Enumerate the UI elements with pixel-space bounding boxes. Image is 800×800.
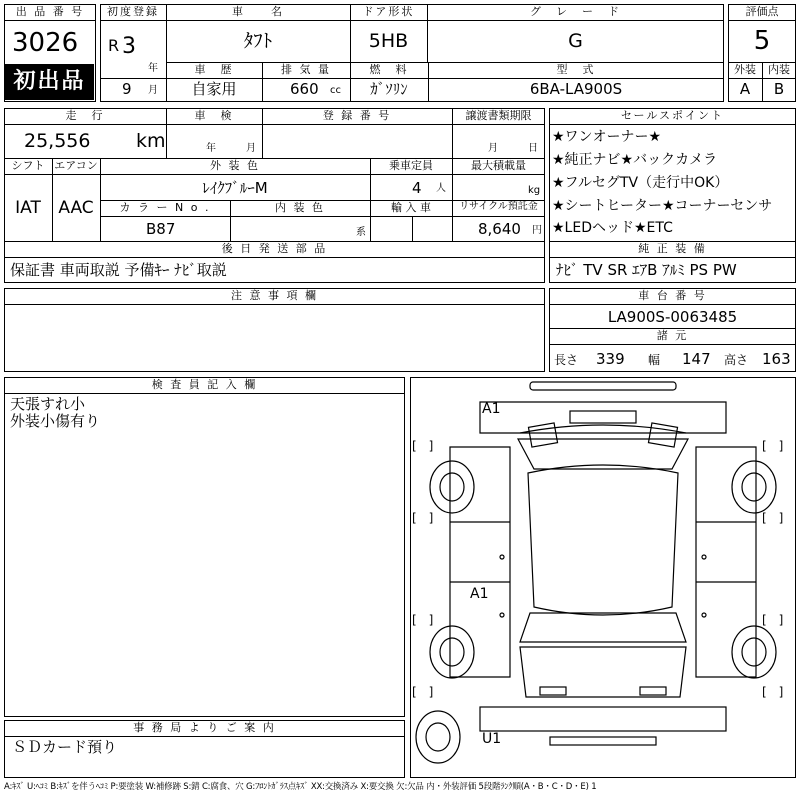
lot-number-label: 出 品 番 号 <box>15 5 85 18</box>
recycle-fee: 8,640 <box>478 220 521 238</box>
inspection-label: 車 検 <box>194 109 234 122</box>
score: 5 <box>753 26 771 56</box>
grade: G <box>568 30 583 52</box>
damage-mark-a1-side: A1 <box>470 586 489 602</box>
selling-point-1: ★ワンオーナー★ <box>552 129 662 145</box>
ac: AAC <box>58 198 94 218</box>
import-label: 輸 入 車 <box>391 201 431 214</box>
selling-point-3: ★フルセグTV（走行中OK） <box>552 175 729 191</box>
bracket-left-2: [ ] <box>412 511 434 525</box>
width-label: 幅 <box>648 353 661 367</box>
month-unit: 月 <box>148 85 158 96</box>
first-reg-label: 初度登録 <box>107 5 159 18</box>
inspector-line-2: 外装小傷有り <box>10 412 101 430</box>
first-listing-badge: 初出品 <box>5 64 94 100</box>
shift: IAT <box>15 198 41 218</box>
model-code: 6BA-LA900S <box>529 80 623 98</box>
width: 147 <box>682 350 711 368</box>
selling-point-4: ★シートヒーター★コーナーセンサ <box>552 198 773 214</box>
length: 339 <box>596 350 625 368</box>
chassis-label: 車 台 番 号 <box>638 289 707 302</box>
inspection-month-unit: 月 <box>246 143 256 154</box>
damage-legend: A:ｷｽﾞ U:ﾍｺﾐ B:ｷｽﾞを伴うﾍｺﾐ P:要塗装 W:補修跡 S:錆 C:腐食、穴 G:ﾌﾛﾝﾄｶﾞﾗｽ点ｷｽﾞ XX:交換済み X:要交換 欠:欠品 内・外装評価 5段階ﾗﾝｸ順(A・B・C・D・E) 1 <box>4 782 597 792</box>
color-label: 外 装 色 <box>210 159 260 172</box>
parts-text: 保証書 車両取説 予備ｷｰ ﾅﾋﾞ取説 <box>10 261 227 279</box>
inspector-line-1: 天張すれ小 <box>10 395 86 413</box>
year-unit: 年 <box>148 63 158 74</box>
bracket-left-4: [ ] <box>412 685 434 699</box>
transfer-day-unit: 日 <box>528 143 538 154</box>
transfer-month-unit: 月 <box>488 143 498 154</box>
interior-color-label: 内 装 色 <box>275 201 325 214</box>
recycle-label: リサイクル預託金 <box>459 201 538 212</box>
bracket-right-1: [ ] <box>762 439 784 453</box>
car-name: ﾀﾌﾄ <box>243 30 273 52</box>
parts-label: 後 日 発 送 部 品 <box>221 242 328 255</box>
selling-point-5: ★LEDヘッド★ETC <box>552 220 673 236</box>
equipment-label: 純 正 装 備 <box>638 242 707 255</box>
vehicle-details-box <box>4 108 545 242</box>
capacity-label: 乗車定員 <box>389 159 433 172</box>
ext-grade: A <box>739 80 751 98</box>
reg-month: 9 <box>122 80 132 98</box>
mileage: 25,556 <box>24 130 91 152</box>
exterior-color: ﾚｲｸﾌﾞﾙｰM <box>202 179 268 197</box>
bracket-right-3: [ ] <box>762 613 784 627</box>
chassis-number: LA900S-0063485 <box>607 308 738 326</box>
car-name-label: 車 名 <box>232 5 284 18</box>
recycle-unit: 円 <box>532 225 542 236</box>
equipment-text: ﾅﾋﾞ TV SR ｴｱB ｱﾙﾐ PS PW <box>556 261 737 279</box>
inspection-year-unit: 年 <box>206 143 216 154</box>
displacement-unit: cc <box>330 85 341 96</box>
mileage-label: 走 行 <box>65 109 105 122</box>
capacity-unit: 人 <box>436 183 446 194</box>
ext-grade-label: 外装 <box>734 63 756 76</box>
height: 163 <box>762 350 791 368</box>
displacement-label: 排 気 量 <box>281 63 331 76</box>
history-label: 車 歴 <box>194 63 234 76</box>
office-label: 事 務 局 よ り ご 案 内 <box>133 721 276 734</box>
bracket-right-2: [ ] <box>762 511 784 525</box>
color-no-label: カ ラ ー N o . <box>119 201 211 214</box>
model-label: 型 式 <box>556 63 596 76</box>
capacity: 4 <box>412 179 422 197</box>
era: R <box>108 36 120 55</box>
shift-label: シフト <box>11 159 45 172</box>
office-text: ＳＤカード預り <box>12 738 118 756</box>
int-grade: B <box>773 80 785 98</box>
door-label: ドア形状 <box>362 5 415 18</box>
lot-number: 3026 <box>12 28 79 58</box>
int-grade-label: 内装 <box>768 63 790 76</box>
damage-mark-a1-front: A1 <box>482 401 501 417</box>
length-label: 長さ <box>554 353 579 367</box>
load-label: 最大積載量 <box>471 159 526 172</box>
fuel: ｶﾞｿﾘﾝ <box>370 80 408 98</box>
reg-year: 3 <box>122 34 136 59</box>
history: 自家用 <box>191 80 237 98</box>
selling-point-2: ★純正ナビ★バックカメラ <box>552 152 718 168</box>
bracket-left-3: [ ] <box>412 613 434 627</box>
door-type: 5HB <box>368 30 409 52</box>
interior-color-unit: 系 <box>356 227 366 238</box>
transfer-label: 譲渡書類期限 <box>465 109 532 122</box>
inspector-label: 検 査 員 記 入 欄 <box>151 378 258 391</box>
height-label: 高さ <box>724 353 749 367</box>
load-unit: kg <box>528 185 541 196</box>
mileage-unit: km <box>136 130 166 152</box>
notes-label: 注 意 事 項 欄 <box>231 289 318 302</box>
plate-label: 登 録 番 号 <box>322 109 392 122</box>
damage-mark-u1-rear: U1 <box>482 731 502 747</box>
ac-label: エアコン <box>54 159 98 172</box>
car-diagram <box>410 377 796 778</box>
dims-label: 諸 元 <box>656 329 689 342</box>
fuel-label: 燃 料 <box>369 63 409 76</box>
selling-points-label: セールスポイント <box>620 109 724 122</box>
score-label: 評価点 <box>745 5 779 18</box>
displacement: 660 <box>290 80 319 98</box>
bracket-right-4: [ ] <box>762 685 784 699</box>
grade-label: グ レ ー ド <box>530 5 621 18</box>
bracket-left-1: [ ] <box>412 439 434 453</box>
color-no: B87 <box>146 220 176 238</box>
